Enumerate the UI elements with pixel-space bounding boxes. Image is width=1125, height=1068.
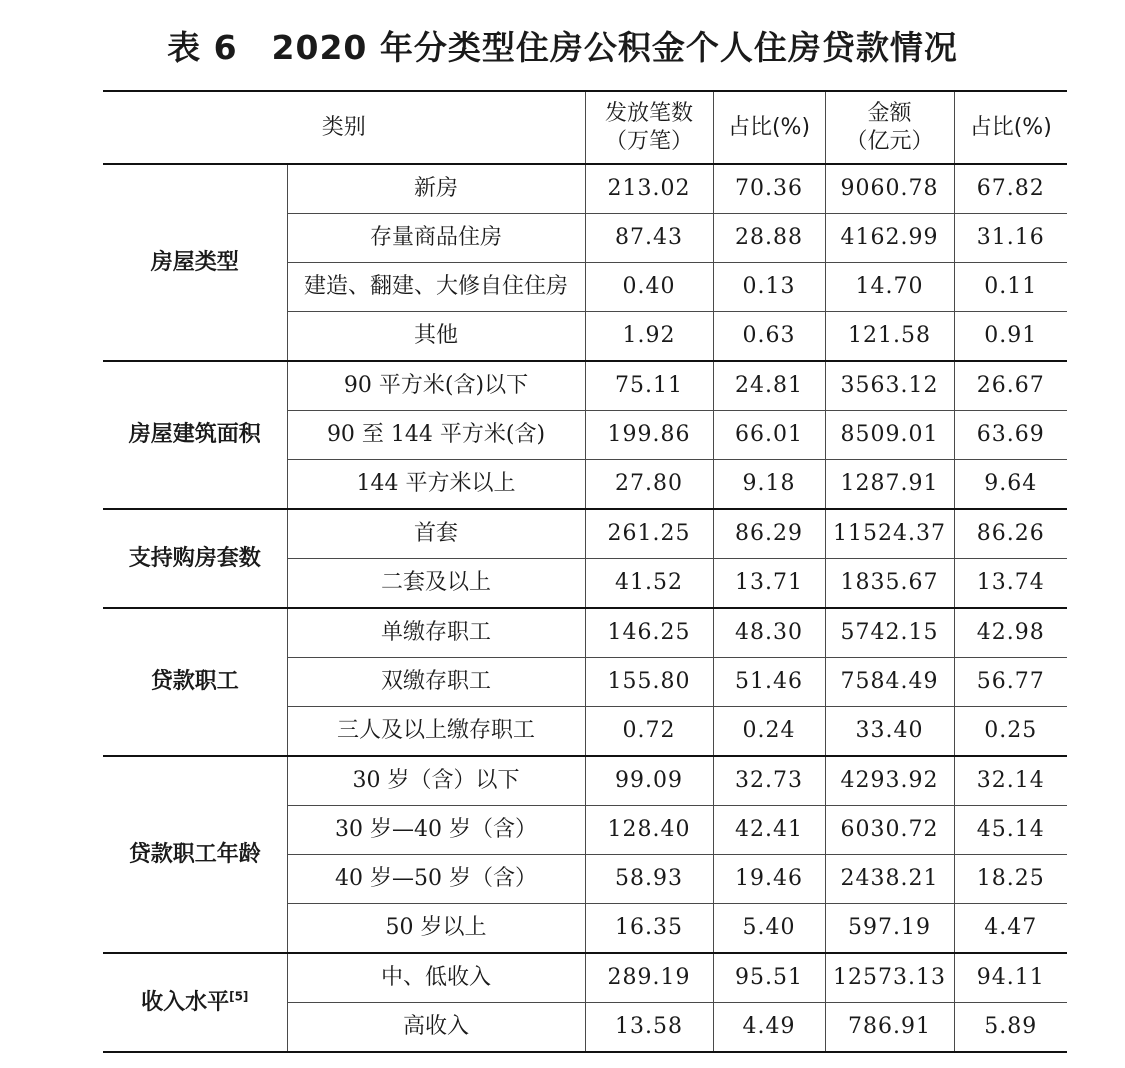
count-share-cell: 0.24 <box>713 707 825 757</box>
amount-share-cell: 4.47 <box>954 904 1067 954</box>
row-label: 90 平方米(含)以下 <box>287 361 585 411</box>
amount-cell: 5742.15 <box>825 608 954 658</box>
amount-share-cell: 26.67 <box>954 361 1067 411</box>
table-row <box>103 509 1067 559</box>
amount-share-cell: 5.89 <box>954 1003 1067 1053</box>
amount-cell: 11524.37 <box>825 509 954 559</box>
count-cell: 75.11 <box>585 361 713 411</box>
amount-cell: 7584.49 <box>825 658 954 707</box>
amount-cell: 6030.72 <box>825 806 954 855</box>
count-cell: 146.25 <box>585 608 713 658</box>
group-name: 贷款职工 <box>150 669 239 694</box>
row-label: 双缴存职工 <box>287 658 585 707</box>
row-label: 建造、翻建、大修自住住房 <box>287 263 585 312</box>
count-share-cell: 70.36 <box>713 164 825 214</box>
count-cell: 1.92 <box>585 312 713 362</box>
row-label: 首套 <box>287 509 585 559</box>
header-amount-share: 占比(%) <box>954 91 1067 164</box>
amount-cell: 4293.92 <box>825 756 954 806</box>
count-share-cell: 9.18 <box>713 460 825 510</box>
row-label: 二套及以上 <box>287 559 585 609</box>
group-label <box>103 361 287 509</box>
row-label: 三人及以上缴存职工 <box>287 707 585 757</box>
row-label: 存量商品住房 <box>287 214 585 263</box>
row-label: 90 至 144 平方米(含) <box>287 411 585 460</box>
amount-share-cell: 67.82 <box>954 164 1067 214</box>
group-label <box>103 164 287 361</box>
row-label: 新房 <box>287 164 585 214</box>
count-cell: 213.02 <box>585 164 713 214</box>
amount-cell: 14.70 <box>825 263 954 312</box>
amount-cell: 786.91 <box>825 1003 954 1053</box>
count-cell: 58.93 <box>585 855 713 904</box>
count-share-cell: 28.88 <box>713 214 825 263</box>
header-count <box>585 91 713 164</box>
group-label <box>103 953 287 1052</box>
amount-share-cell: 18.25 <box>954 855 1067 904</box>
amount-cell: 597.19 <box>825 904 954 954</box>
table-row <box>103 953 1067 1003</box>
amount-cell: 8509.01 <box>825 411 954 460</box>
amount-cell: 1287.91 <box>825 460 954 510</box>
count-cell: 199.86 <box>585 411 713 460</box>
amount-share-cell: 0.91 <box>954 312 1067 362</box>
count-cell: 0.72 <box>585 707 713 757</box>
count-share-cell: 4.49 <box>713 1003 825 1053</box>
group-name: 房屋类型 <box>150 249 239 275</box>
amount-cell: 33.40 <box>825 707 954 757</box>
amount-share-cell: 0.11 <box>954 263 1067 312</box>
amount-cell: 121.58 <box>825 312 954 362</box>
amount-cell: 12573.13 <box>825 953 954 1003</box>
amount-share-cell: 9.64 <box>954 460 1067 510</box>
count-cell: 261.25 <box>585 509 713 559</box>
amount-share-cell: 13.74 <box>954 559 1067 609</box>
row-label: 单缴存职工 <box>287 608 585 658</box>
header-count-line2: （万笔） <box>605 128 694 154</box>
amount-share-cell: 0.25 <box>954 707 1067 757</box>
table-row <box>103 608 1067 658</box>
row-label: 144 平方米以上 <box>287 460 585 510</box>
amount-share-cell: 63.69 <box>954 411 1067 460</box>
table-row <box>103 164 1067 214</box>
count-cell: 27.80 <box>585 460 713 510</box>
count-share-cell: 42.41 <box>713 806 825 855</box>
amount-share-cell: 86.26 <box>954 509 1067 559</box>
group-name: 贷款职工年龄 <box>128 841 261 867</box>
count-share-cell: 13.71 <box>713 559 825 609</box>
row-label: 中、低收入 <box>287 953 585 1003</box>
count-cell: 99.09 <box>585 756 713 806</box>
count-cell: 289.19 <box>585 953 713 1003</box>
header-count-share: 占比(%) <box>713 91 825 164</box>
amount-share-cell: 32.14 <box>954 756 1067 806</box>
table-body <box>103 164 1067 1052</box>
table-row <box>103 756 1067 806</box>
row-label: 40 岁—50 岁（含） <box>287 855 585 904</box>
group-name: 收入水平 <box>141 989 230 1015</box>
amount-share-cell: 42.98 <box>954 608 1067 658</box>
group-name: 支持购房套数 <box>128 545 261 571</box>
amount-cell: 2438.21 <box>825 855 954 904</box>
count-cell: 87.43 <box>585 214 713 263</box>
count-share-cell: 24.81 <box>713 361 825 411</box>
count-share-cell: 95.51 <box>713 953 825 1003</box>
row-label: 其他 <box>287 312 585 362</box>
count-share-cell: 19.46 <box>713 855 825 904</box>
count-cell: 13.58 <box>585 1003 713 1053</box>
table-title: 表 6 2020 年分类型住房公积金个人住房贷款情况 <box>167 28 958 67</box>
group-name: 房屋建筑面积 <box>128 422 261 447</box>
header-category: 类别 <box>103 91 585 164</box>
loan-table <box>103 90 1067 1053</box>
amount-share-cell: 56.77 <box>954 658 1067 707</box>
amount-share-cell: 45.14 <box>954 806 1067 855</box>
row-label: 50 岁以上 <box>287 904 585 954</box>
count-share-cell: 5.40 <box>713 904 825 954</box>
header-amount-line2: （亿元） <box>845 128 934 154</box>
count-share-cell: 0.13 <box>713 263 825 312</box>
table-row <box>103 361 1067 411</box>
count-share-cell: 51.46 <box>713 658 825 707</box>
amount-share-cell: 31.16 <box>954 214 1067 263</box>
amount-cell: 3563.12 <box>825 361 954 411</box>
count-cell: 128.40 <box>585 806 713 855</box>
footnote-marker: [5] <box>229 989 249 1004</box>
amount-cell: 1835.67 <box>825 559 954 609</box>
count-cell: 155.80 <box>585 658 713 707</box>
header-amount-line1: 金额 <box>867 100 912 126</box>
count-cell: 0.40 <box>585 263 713 312</box>
amount-cell: 9060.78 <box>825 164 954 214</box>
count-share-cell: 0.63 <box>713 312 825 362</box>
row-label: 高收入 <box>287 1003 585 1053</box>
count-share-cell: 86.29 <box>713 509 825 559</box>
amount-cell: 4162.99 <box>825 214 954 263</box>
count-share-cell: 66.01 <box>713 411 825 460</box>
row-label: 30 岁（含）以下 <box>287 756 585 806</box>
group-label <box>103 756 287 953</box>
header-count-line1: 发放笔数 <box>605 100 694 126</box>
count-cell: 41.52 <box>585 559 713 609</box>
group-label <box>103 509 287 608</box>
header-amount <box>825 91 954 164</box>
amount-share-cell: 94.11 <box>954 953 1067 1003</box>
count-cell: 16.35 <box>585 904 713 954</box>
count-share-cell: 48.30 <box>713 608 825 658</box>
count-share-cell: 32.73 <box>713 756 825 806</box>
group-label <box>103 608 287 756</box>
header-row <box>103 91 1067 164</box>
row-label: 30 岁—40 岁（含） <box>287 806 585 855</box>
